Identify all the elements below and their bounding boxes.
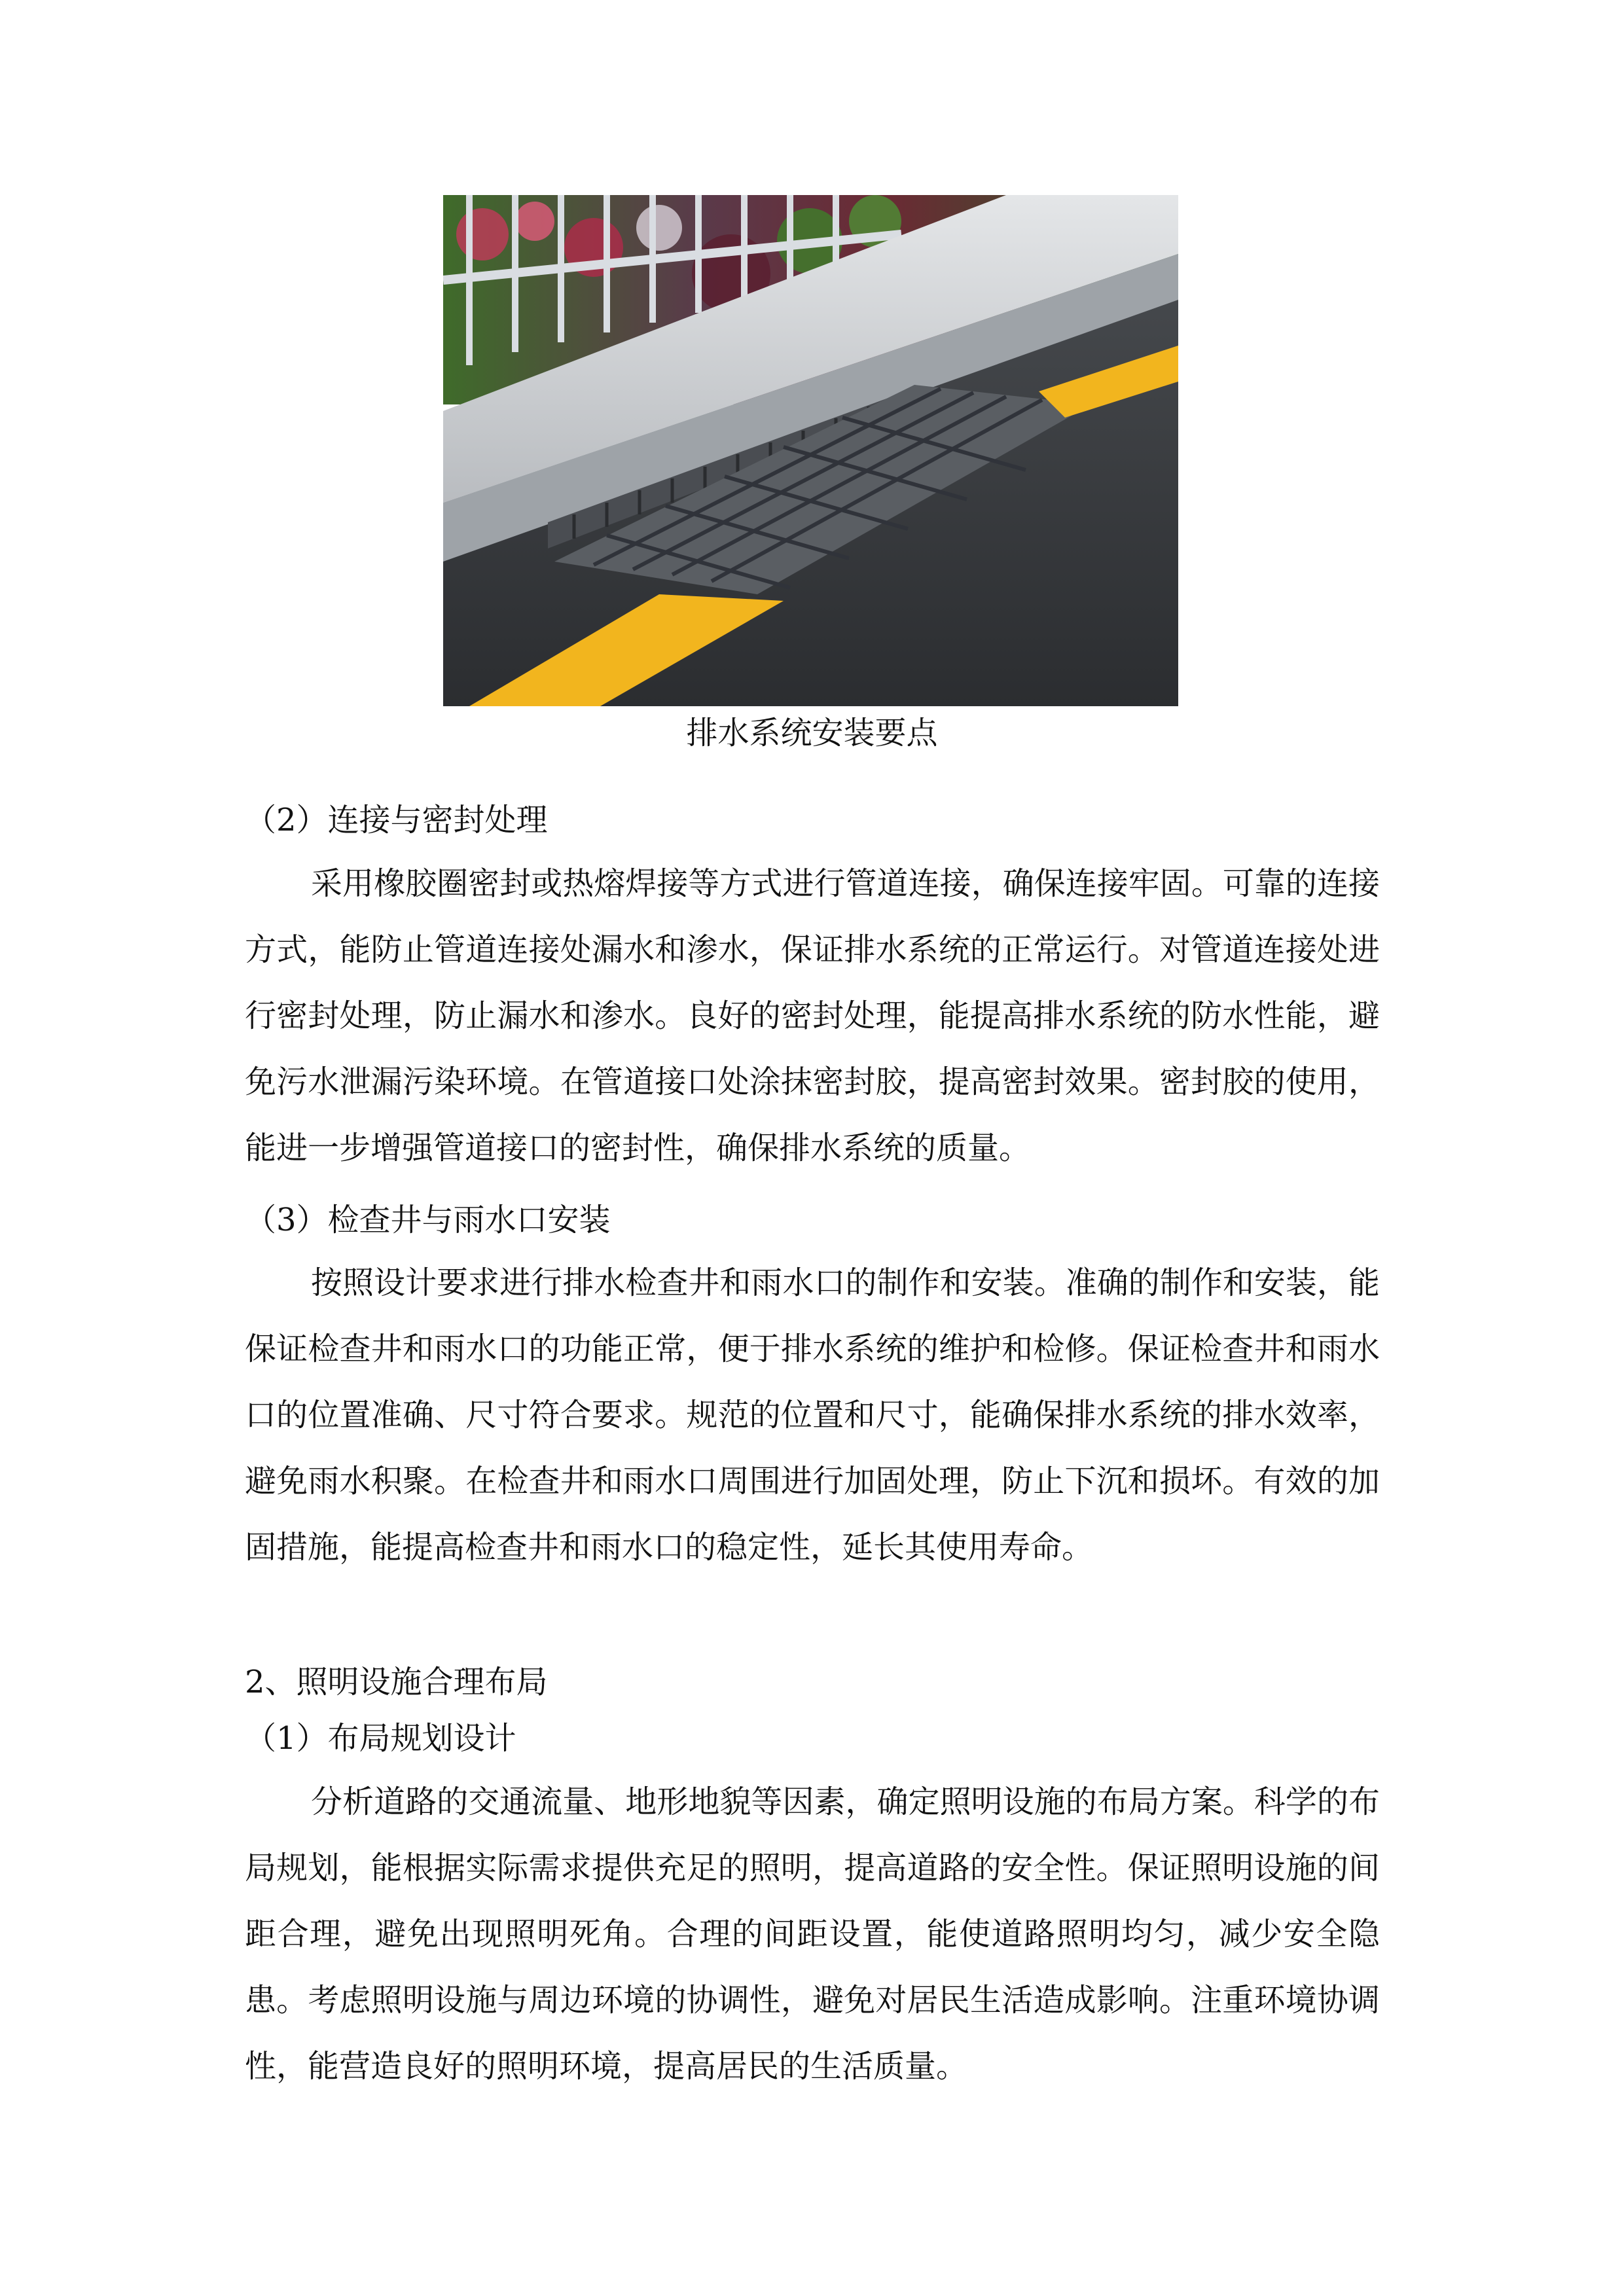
drainage-photo	[443, 195, 1178, 706]
paragraph: 按照设计要求进行排水检查井和雨水口的制作和安装。准确的制作和安装，能保证检查井和雨水口的功能正常，便于排水系统的维护和检修。保证检查井和雨水口的位置准确、尺寸符合要求。规范的位置和尺寸，能确保排水系统的排水效率，避免雨水积聚。在检查井和雨水口周围进行加固处理，防止下沉和损坏。有效的加固措施，能提高检查井和雨水口的稳定性，延长其使用寿命。	[245, 1265, 1380, 1566]
subsection-heading: （1）布局规划设计	[245, 1720, 516, 1757]
paragraph: 分析道路的交通流量、地形地貌等因素，确定照明设施的布局方案。科学的布局规划，能根据实际需求提供充足的照明，提高道路的安全性。保证照明设施的间距合理，避免出现照明死角。合理的间距设置，能使道路照明均匀，减少安全隐患。考虑照明设施与周边环境的协调性，避免对居民生活造成影响。注重环境协调性，能营造良好的照明环境，提高居民的生活质量。	[245, 1784, 1380, 2085]
figure-caption: 排水系统安装要点	[686, 715, 938, 751]
paragraph: 采用橡胶圈密封或热熔焊接等方式进行管道连接，确保连接牢固。可靠的连接方式，能防止管道连接处漏水和渗水，保证排水系统的正常运行。对管道连接处进行密封处理，防止漏水和渗水。良好的密封处理，能提高排水系统的防水性能，避免污水泄漏污染环境。在管道接口处涂抹密封胶，提高密封效果。密封胶的使用，能进一步增强管道接口的密封性，确保排水系统的质量。	[245, 865, 1380, 1166]
section-heading: 2、照明设施合理布局	[245, 1664, 548, 1700]
section-heading: （3）检查井与雨水口安装	[245, 1202, 611, 1238]
section-heading: （2）连接与密封处理	[245, 802, 548, 838]
drainage-grate-icon	[443, 195, 1178, 706]
